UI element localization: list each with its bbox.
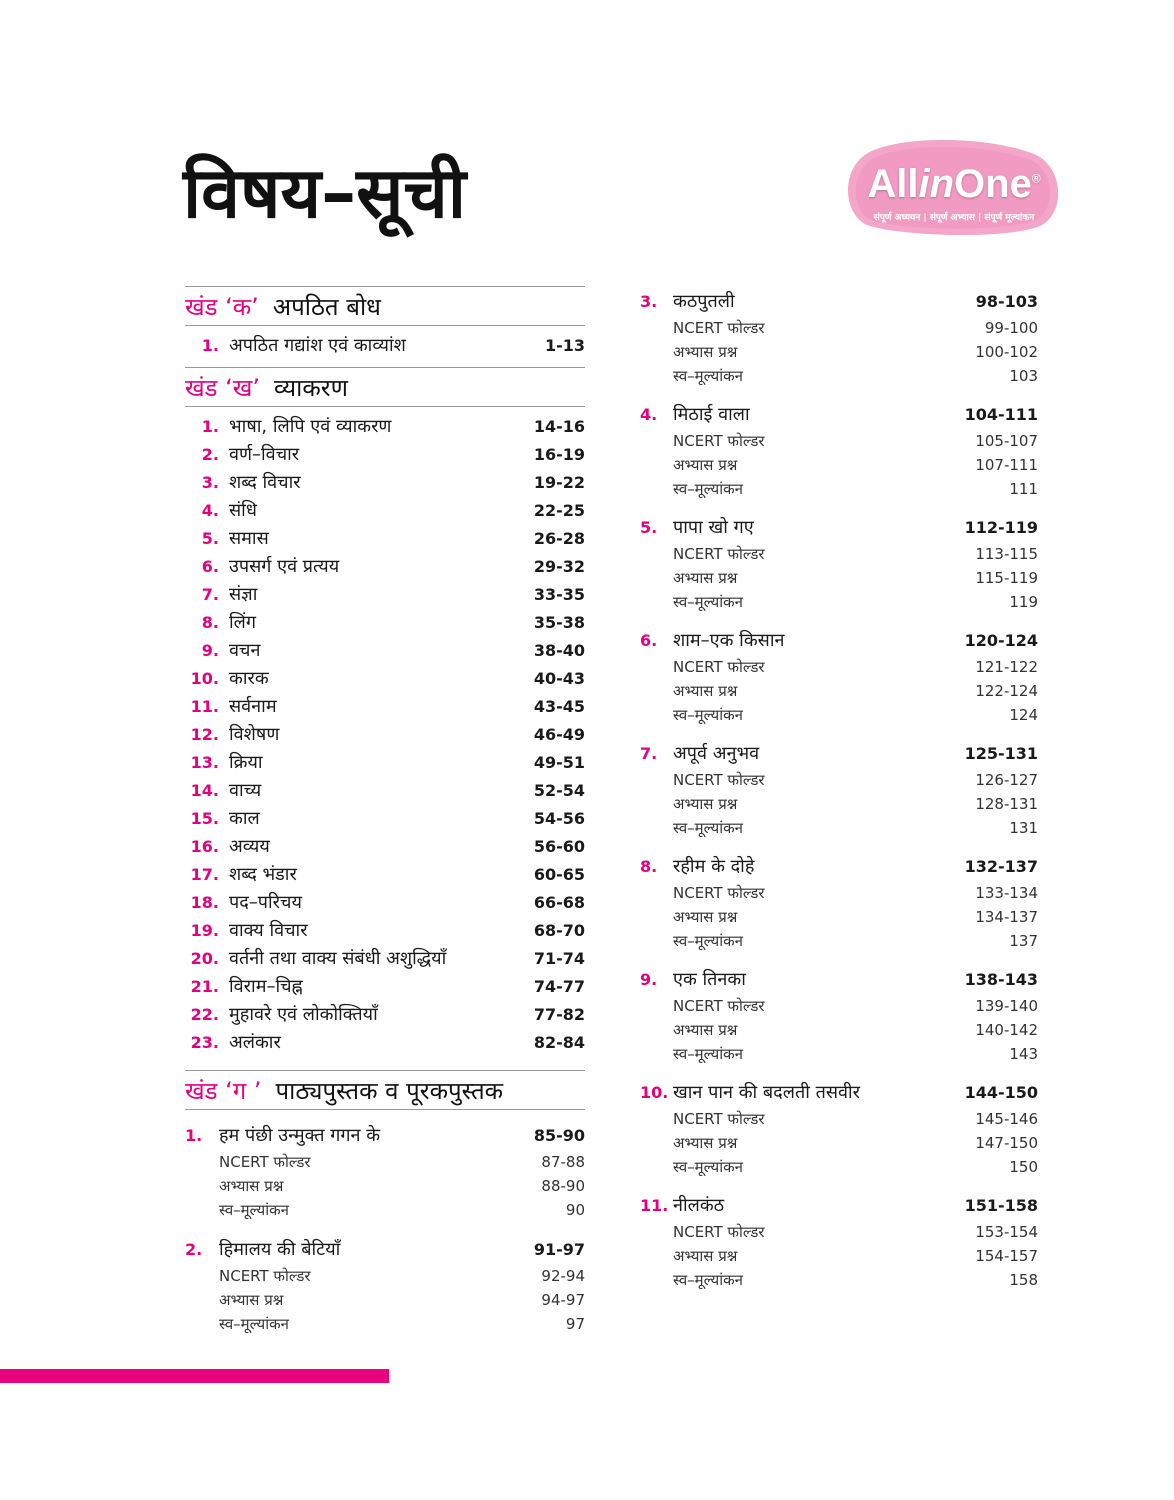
section-heading-a bbox=[185, 287, 585, 325]
sub-item[interactable] bbox=[640, 542, 1038, 566]
item-number: 14. bbox=[190, 780, 219, 800]
toc-item[interactable] bbox=[185, 636, 585, 664]
chapter-number: 6. bbox=[640, 630, 658, 650]
sub-item-pages: 133-134 bbox=[975, 884, 1038, 902]
chapter-number: 5. bbox=[640, 517, 658, 537]
sub-item[interactable] bbox=[640, 1155, 1038, 1179]
sub-item[interactable] bbox=[185, 1174, 585, 1198]
chapter-pages: 112-119 bbox=[964, 517, 1038, 537]
toc-item[interactable] bbox=[185, 468, 585, 496]
sub-item-pages: 137 bbox=[1009, 932, 1038, 950]
item-number: 2. bbox=[201, 444, 219, 464]
sub-item-title: NCERT फोल्डर bbox=[673, 884, 765, 902]
item-pages: 29-32 bbox=[533, 556, 585, 576]
chapter-pages: 104-111 bbox=[964, 404, 1038, 424]
toc-item[interactable] bbox=[185, 888, 585, 916]
sub-item-pages: 158 bbox=[1009, 1271, 1038, 1289]
chapter-pages: 138-143 bbox=[964, 969, 1038, 989]
item-pages: 68-70 bbox=[533, 920, 585, 940]
sub-item[interactable] bbox=[640, 1131, 1038, 1155]
chapter-entry bbox=[640, 851, 1038, 953]
chapter-number: 10. bbox=[640, 1082, 669, 1102]
sub-item[interactable] bbox=[640, 655, 1038, 679]
toc-item[interactable] bbox=[185, 552, 585, 580]
sub-item-title: NCERT फोल्डर bbox=[673, 319, 765, 337]
item-title: वर्तनी तथा वाक्य संबंधी अशुद्धियाँ bbox=[229, 948, 447, 969]
section-heading-c bbox=[185, 1071, 585, 1109]
sub-item[interactable] bbox=[640, 1107, 1038, 1131]
toc-item[interactable] bbox=[185, 1000, 585, 1028]
chapter-number: 9. bbox=[640, 969, 658, 989]
item-number: 13. bbox=[190, 752, 219, 772]
toc-item[interactable] bbox=[185, 608, 585, 636]
sub-item-pages: 90 bbox=[565, 1201, 585, 1219]
sub-item-title: NCERT फोल्डर bbox=[673, 997, 765, 1015]
item-pages: 54-56 bbox=[533, 808, 585, 828]
item-number: 9. bbox=[201, 640, 219, 660]
chapter-title: हिमालय की बेटियाँ bbox=[219, 1239, 341, 1260]
sub-item-pages: 88-90 bbox=[541, 1177, 585, 1195]
section-title: व्याकरण bbox=[274, 373, 348, 402]
sub-item[interactable] bbox=[640, 364, 1038, 388]
item-number: 4. bbox=[201, 500, 219, 520]
sub-item[interactable] bbox=[640, 792, 1038, 816]
sub-item[interactable] bbox=[640, 929, 1038, 953]
item-title: वर्ण–विचार bbox=[229, 444, 300, 465]
chapter-number: 1. bbox=[185, 1125, 203, 1145]
sub-item-pages: 122-124 bbox=[975, 682, 1038, 700]
item-title: क्रिया bbox=[229, 752, 263, 773]
footer-accent-bar bbox=[0, 1369, 389, 1383]
sub-item[interactable] bbox=[185, 1198, 585, 1222]
item-title: काल bbox=[229, 808, 260, 829]
item-title: अव्यय bbox=[229, 836, 270, 857]
sub-item[interactable] bbox=[640, 768, 1038, 792]
chapter-pages: 85-90 bbox=[533, 1125, 585, 1145]
chapter-pages: 151-158 bbox=[964, 1195, 1038, 1215]
sub-item[interactable] bbox=[640, 679, 1038, 703]
chapter-number: 2. bbox=[185, 1239, 203, 1259]
sub-item-title: स्व–मूल्यांकन bbox=[673, 932, 743, 950]
item-pages: 14-16 bbox=[533, 416, 585, 436]
item-title: संधि bbox=[229, 500, 257, 521]
sub-item-title: NCERT फोल्डर bbox=[219, 1153, 311, 1171]
chapter-entry bbox=[640, 964, 1038, 1066]
item-number: 12. bbox=[190, 724, 219, 744]
sub-item-pages: 99-100 bbox=[984, 319, 1038, 337]
page-title: विषय–सूची bbox=[183, 152, 467, 234]
sub-item-title: NCERT फोल्डर bbox=[673, 432, 765, 450]
sub-item[interactable] bbox=[640, 477, 1038, 501]
sub-item[interactable] bbox=[185, 1288, 585, 1312]
chapter-row[interactable] bbox=[640, 738, 1038, 768]
chapter-row[interactable] bbox=[185, 1234, 585, 1264]
logo-tagline: संपूर्ण अध्ययन | संपूर्ण अभ्यास | संपूर्ण मूल्यांकन bbox=[873, 213, 1035, 223]
chapter-row[interactable] bbox=[640, 399, 1038, 429]
sub-item[interactable] bbox=[640, 316, 1038, 340]
chapter-entry bbox=[640, 1077, 1038, 1179]
chapter-title: कठपुतली bbox=[673, 291, 735, 312]
sub-item[interactable] bbox=[640, 1220, 1038, 1244]
sub-item-pages: 150 bbox=[1009, 1158, 1038, 1176]
item-pages: 19-22 bbox=[533, 472, 585, 492]
toc-left-column bbox=[185, 286, 585, 1348]
sub-item-title: अभ्यास प्रश्न bbox=[219, 1291, 284, 1309]
sub-item-title: NCERT फोल्डर bbox=[673, 1110, 765, 1128]
chapter-number: 7. bbox=[640, 743, 658, 763]
item-pages: 56-60 bbox=[533, 836, 585, 856]
sub-item-pages: 100-102 bbox=[975, 343, 1038, 361]
item-pages: 66-68 bbox=[533, 892, 585, 912]
item-pages: 52-54 bbox=[533, 780, 585, 800]
item-title: भाषा, लिपि एवं व्याकरण bbox=[229, 416, 392, 437]
item-number: 16. bbox=[190, 836, 219, 856]
chapter-title: एक तिनका bbox=[673, 969, 746, 990]
sub-item[interactable] bbox=[640, 1018, 1038, 1042]
chapter-entry bbox=[640, 399, 1038, 501]
sub-item-title: अभ्यास प्रश्न bbox=[219, 1177, 284, 1195]
sub-item-title: स्व–मूल्यांकन bbox=[673, 1158, 743, 1176]
sub-item-pages: 145-146 bbox=[975, 1110, 1038, 1128]
chapter-pages: 98-103 bbox=[975, 291, 1038, 311]
toc-item[interactable] bbox=[185, 524, 585, 552]
item-number: 1. bbox=[201, 416, 219, 436]
sub-item-title: अभ्यास प्रश्न bbox=[673, 795, 738, 813]
chapter-row[interactable] bbox=[185, 1120, 585, 1150]
sub-item-title: स्व–मूल्यांकन bbox=[219, 1201, 289, 1219]
toc-item[interactable] bbox=[185, 1028, 585, 1056]
toc-item[interactable] bbox=[185, 860, 585, 888]
chapter-row[interactable] bbox=[640, 625, 1038, 655]
chapter-row[interactable] bbox=[640, 1190, 1038, 1220]
item-number: 11. bbox=[190, 696, 219, 716]
sub-item-pages: 121-122 bbox=[975, 658, 1038, 676]
section-a-list bbox=[185, 326, 585, 367]
item-pages: 77-82 bbox=[533, 1004, 585, 1024]
toc-item[interactable] bbox=[185, 692, 585, 720]
section-label: खंड ‘क’ bbox=[185, 292, 259, 321]
sub-item[interactable] bbox=[640, 1244, 1038, 1268]
sub-item[interactable] bbox=[640, 453, 1038, 477]
chapter-pages: 120-124 bbox=[964, 630, 1038, 650]
item-pages: 1-13 bbox=[544, 335, 585, 355]
item-number: 19. bbox=[190, 920, 219, 940]
sub-item-title: अभ्यास प्रश्न bbox=[673, 1021, 738, 1039]
chapter-entry bbox=[185, 1120, 585, 1222]
chapter-entry bbox=[640, 738, 1038, 840]
item-title: विराम–चिह्न bbox=[229, 976, 303, 997]
item-number: 3. bbox=[201, 472, 219, 492]
sub-item-pages: 113-115 bbox=[975, 545, 1038, 563]
toc-item[interactable] bbox=[185, 944, 585, 972]
sub-item-title: स्व–मूल्यांकन bbox=[673, 1271, 743, 1289]
section-label: खंड ‘ग ’ bbox=[185, 1076, 262, 1105]
sub-item-pages: 103 bbox=[1009, 367, 1038, 385]
sub-item-title: अभ्यास प्रश्न bbox=[673, 682, 738, 700]
item-title: वचन bbox=[229, 640, 261, 661]
chapter-number: 8. bbox=[640, 856, 658, 876]
section-c-list bbox=[185, 1110, 585, 1336]
item-number: 21. bbox=[190, 976, 219, 996]
chapter-entry bbox=[640, 1190, 1038, 1292]
sub-item[interactable] bbox=[640, 881, 1038, 905]
chapter-entry bbox=[640, 625, 1038, 727]
sub-item[interactable] bbox=[640, 1042, 1038, 1066]
item-title: विशेषण bbox=[229, 724, 280, 745]
chapter-title: शाम–एक किसान bbox=[673, 630, 785, 651]
chapter-pages: 144-150 bbox=[964, 1082, 1038, 1102]
toc-item[interactable] bbox=[185, 972, 585, 1000]
chapter-title: अपूर्व अनुभव bbox=[673, 743, 760, 764]
item-title: समास bbox=[229, 528, 269, 549]
item-number: 6. bbox=[201, 556, 219, 576]
sub-item-title: NCERT फोल्डर bbox=[673, 545, 765, 563]
item-title: शब्द भंडार bbox=[229, 864, 297, 885]
item-title: कारक bbox=[229, 668, 269, 689]
item-title: पद–परिचय bbox=[229, 892, 302, 913]
sub-item[interactable] bbox=[640, 566, 1038, 590]
item-pages: 43-45 bbox=[533, 696, 585, 716]
section-title: अपठित बोध bbox=[272, 292, 381, 321]
chapter-pages: 132-137 bbox=[964, 856, 1038, 876]
item-number: 15. bbox=[190, 808, 219, 828]
sub-item-pages: 119 bbox=[1009, 593, 1038, 611]
chapter-entry bbox=[185, 1234, 585, 1336]
item-title: उपसर्ग एवं प्रत्यय bbox=[229, 556, 340, 577]
sub-item-title: स्व–मूल्यांकन bbox=[673, 593, 743, 611]
item-number: 17. bbox=[190, 864, 219, 884]
item-title: मुहावरे एवं लोकोक्तियाँ bbox=[229, 1004, 378, 1025]
toc-item[interactable] bbox=[185, 580, 585, 608]
toc-item[interactable] bbox=[185, 331, 585, 359]
chapter-entry bbox=[640, 286, 1038, 388]
sub-item[interactable] bbox=[185, 1150, 585, 1174]
item-pages: 38-40 bbox=[533, 640, 585, 660]
sub-item-title: NCERT फोल्डर bbox=[673, 1223, 765, 1241]
item-title: वाच्य bbox=[229, 780, 262, 801]
sub-item-title: NCERT फोल्डर bbox=[673, 771, 765, 789]
section-title: पाठ्यपुस्तक व पूरकपुस्तक bbox=[275, 1076, 504, 1105]
item-pages: 49-51 bbox=[533, 752, 585, 772]
sub-item-title: अभ्यास प्रश्न bbox=[673, 343, 738, 361]
item-pages: 22-25 bbox=[533, 500, 585, 520]
item-number: 20. bbox=[190, 948, 219, 968]
toc-item[interactable] bbox=[185, 776, 585, 804]
toc-item[interactable] bbox=[185, 664, 585, 692]
toc-item[interactable] bbox=[185, 804, 585, 832]
chapter-title: खान पान की बदलती तसवीर bbox=[673, 1082, 861, 1103]
sub-item-title: अभ्यास प्रश्न bbox=[673, 569, 738, 587]
item-number: 7. bbox=[201, 584, 219, 604]
sub-item-title: स्व–मूल्यांकन bbox=[219, 1315, 289, 1333]
item-title: अलंकार bbox=[229, 1032, 281, 1053]
chapter-number: 11. bbox=[640, 1195, 669, 1215]
item-pages: 60-65 bbox=[533, 864, 585, 884]
item-pages: 16-19 bbox=[533, 444, 585, 464]
item-pages: 40-43 bbox=[533, 668, 585, 688]
chapter-number: 3. bbox=[640, 291, 658, 311]
chapter-pages: 125-131 bbox=[964, 743, 1038, 763]
sub-item-pages: 94-97 bbox=[541, 1291, 585, 1309]
sub-item[interactable] bbox=[640, 340, 1038, 364]
sub-item-pages: 115-119 bbox=[975, 569, 1038, 587]
sub-item-title: अभ्यास प्रश्न bbox=[673, 1247, 738, 1265]
sub-item-title: स्व–मूल्यांकन bbox=[673, 706, 743, 724]
sub-item-pages: 143 bbox=[1009, 1045, 1038, 1063]
item-title: सर्वनाम bbox=[229, 696, 277, 717]
section-b-list bbox=[185, 407, 585, 1070]
sub-item-title: अभ्यास प्रश्न bbox=[673, 908, 738, 926]
item-title: लिंग bbox=[229, 612, 256, 633]
item-number: 8. bbox=[201, 612, 219, 632]
sub-item-title: NCERT फोल्डर bbox=[219, 1267, 311, 1285]
sub-item-pages: 153-154 bbox=[975, 1223, 1038, 1241]
sub-item-title: स्व–मूल्यांकन bbox=[673, 819, 743, 837]
sub-item-pages: 92-94 bbox=[541, 1267, 585, 1285]
sub-item-pages: 139-140 bbox=[975, 997, 1038, 1015]
chapter-title: पापा खो गए bbox=[673, 517, 754, 538]
toc-right-column bbox=[640, 286, 1038, 1303]
brand-logo bbox=[844, 136, 1064, 238]
toc-item[interactable] bbox=[185, 916, 585, 944]
chapter-row[interactable] bbox=[640, 1077, 1038, 1107]
item-title: संज्ञा bbox=[229, 584, 258, 605]
sub-item[interactable] bbox=[185, 1312, 585, 1336]
sub-item[interactable] bbox=[640, 1268, 1038, 1292]
item-pages: 71-74 bbox=[533, 948, 585, 968]
sub-item[interactable] bbox=[640, 590, 1038, 614]
sub-item-pages: 134-137 bbox=[975, 908, 1038, 926]
toc-item[interactable] bbox=[185, 440, 585, 468]
sub-item-title: NCERT फोल्डर bbox=[673, 658, 765, 676]
sub-item-pages: 140-142 bbox=[975, 1021, 1038, 1039]
sub-item-pages: 131 bbox=[1009, 819, 1038, 837]
chapter-title: रहीम के दोहे bbox=[673, 856, 755, 877]
sub-item-pages: 126-127 bbox=[975, 771, 1038, 789]
sub-item-title: स्व–मूल्यांकन bbox=[673, 367, 743, 385]
sub-item-pages: 97 bbox=[565, 1315, 585, 1333]
sub-item[interactable] bbox=[185, 1264, 585, 1288]
sub-item-pages: 107-111 bbox=[975, 456, 1038, 474]
sub-item-pages: 124 bbox=[1009, 706, 1038, 724]
item-number: 1. bbox=[201, 335, 219, 355]
section-heading-b bbox=[185, 368, 585, 406]
item-pages: 33-35 bbox=[533, 584, 585, 604]
item-number: 5. bbox=[201, 528, 219, 548]
chapter-row[interactable] bbox=[640, 512, 1038, 542]
toc-item[interactable] bbox=[185, 496, 585, 524]
chapter-title: मिठाई वाला bbox=[673, 404, 750, 425]
chapter-entry bbox=[640, 512, 1038, 614]
chapter-row[interactable] bbox=[640, 851, 1038, 881]
sub-item-pages: 87-88 bbox=[541, 1153, 585, 1171]
sub-item-pages: 154-157 bbox=[975, 1247, 1038, 1265]
sub-item-pages: 147-150 bbox=[975, 1134, 1038, 1152]
item-number: 22. bbox=[190, 1004, 219, 1024]
sub-item[interactable] bbox=[640, 703, 1038, 727]
chapter-title: नीलकंठ bbox=[673, 1195, 725, 1216]
sub-item-title: अभ्यास प्रश्न bbox=[673, 456, 738, 474]
sub-item-title: अभ्यास प्रश्न bbox=[673, 1134, 738, 1152]
item-number: 18. bbox=[190, 892, 219, 912]
section-label: खंड ‘ख’ bbox=[185, 373, 260, 402]
chapter-number: 4. bbox=[640, 404, 658, 424]
item-title: अपठित गद्यांश एवं काव्यांश bbox=[229, 335, 406, 356]
item-pages: 82-84 bbox=[533, 1032, 585, 1052]
item-pages: 74-77 bbox=[533, 976, 585, 996]
toc-item[interactable] bbox=[185, 832, 585, 860]
toc-item[interactable] bbox=[185, 720, 585, 748]
sub-item-title: स्व–मूल्यांकन bbox=[673, 480, 743, 498]
toc-item[interactable] bbox=[185, 412, 585, 440]
item-pages: 26-28 bbox=[533, 528, 585, 548]
item-number: 23. bbox=[190, 1032, 219, 1052]
sub-item[interactable] bbox=[640, 429, 1038, 453]
chapter-row[interactable] bbox=[640, 964, 1038, 994]
item-title: वाक्य विचार bbox=[229, 920, 308, 941]
chapter-pages: 91-97 bbox=[533, 1239, 585, 1259]
sub-item-pages: 128-131 bbox=[975, 795, 1038, 813]
logo-wordmark: AllinOne® bbox=[867, 162, 1041, 206]
sub-item[interactable] bbox=[640, 816, 1038, 840]
item-pages: 35-38 bbox=[533, 612, 585, 632]
toc-item[interactable] bbox=[185, 748, 585, 776]
item-title: शब्द विचार bbox=[229, 472, 301, 493]
sub-item-pages: 105-107 bbox=[975, 432, 1038, 450]
item-pages: 46-49 bbox=[533, 724, 585, 744]
chapter-title: हम पंछी उन्मुक्त गगन के bbox=[219, 1125, 381, 1146]
sub-item-title: स्व–मूल्यांकन bbox=[673, 1045, 743, 1063]
sub-item[interactable] bbox=[640, 994, 1038, 1018]
sub-item-pages: 111 bbox=[1009, 480, 1038, 498]
sub-item[interactable] bbox=[640, 905, 1038, 929]
chapter-row[interactable] bbox=[640, 286, 1038, 316]
item-number: 10. bbox=[190, 668, 219, 688]
